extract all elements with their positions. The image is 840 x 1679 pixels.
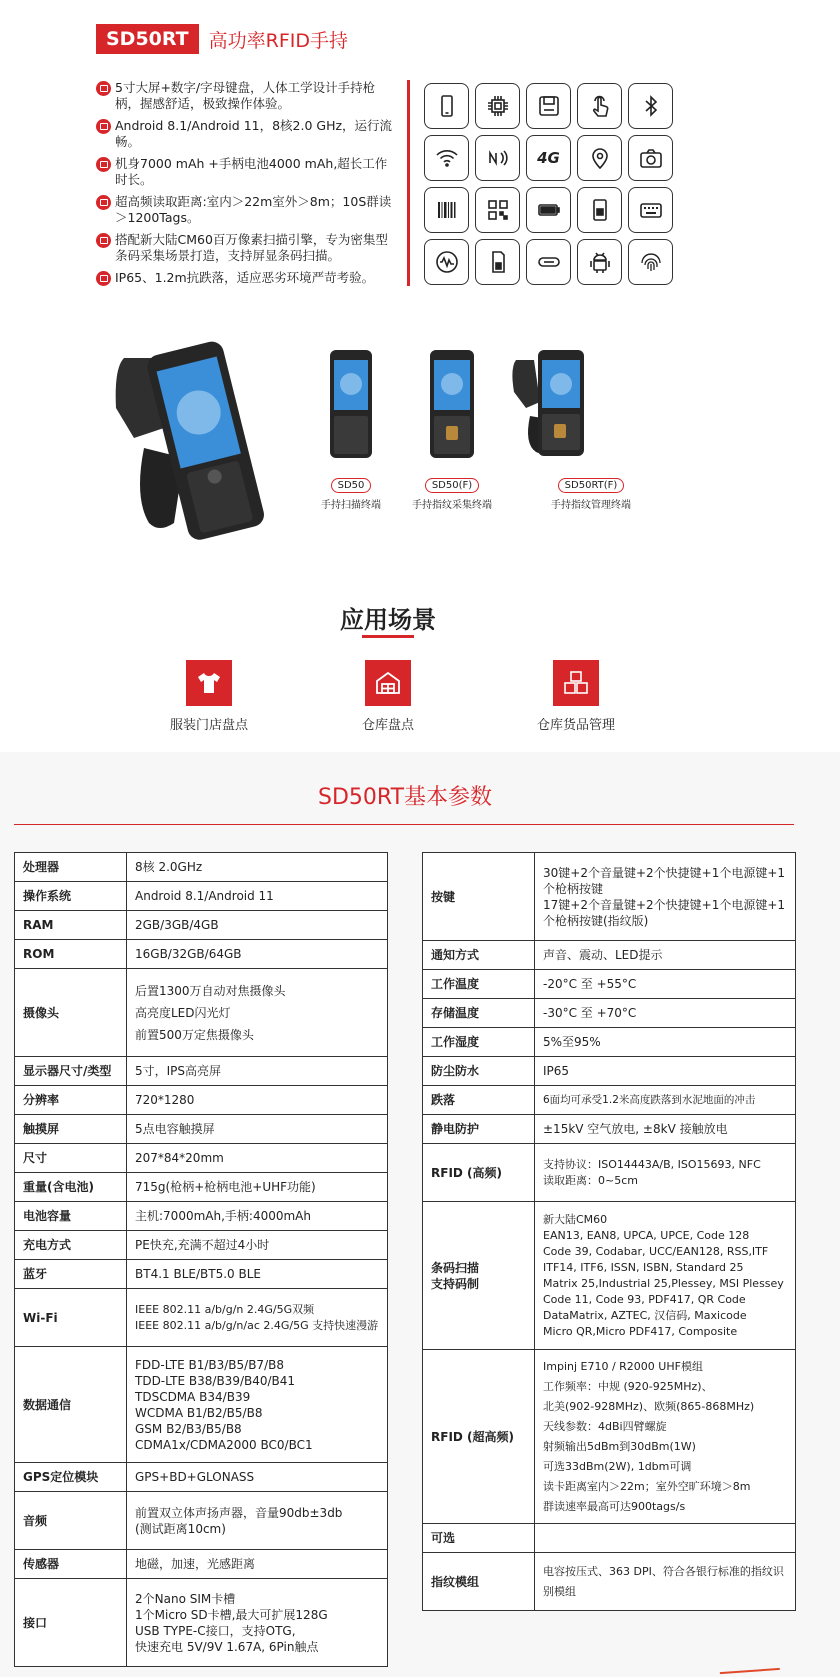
keyboard-icon bbox=[628, 187, 673, 233]
sd50-device-image bbox=[328, 348, 374, 460]
edit-icon bbox=[96, 119, 111, 134]
application-item bbox=[139, 660, 279, 733]
wifi-icon bbox=[424, 135, 469, 181]
feature-list bbox=[96, 80, 396, 292]
table-row: 重量(含电池) 715g(枪柄+枪柄电池+UHF功能) bbox=[15, 1173, 388, 1202]
feature-item: Android 8.1/Android 11，8核2.0 GHz，运行流畅。 bbox=[96, 118, 396, 150]
feature-icon-grid bbox=[424, 83, 673, 285]
android-icon bbox=[577, 239, 622, 285]
application-label: 仓库盘点 bbox=[361, 718, 414, 733]
spec-title: SD50RT基本参数 bbox=[317, 785, 493, 810]
edit-icon bbox=[96, 157, 111, 172]
page-header bbox=[96, 24, 348, 54]
edit-icon bbox=[96, 271, 111, 286]
warehouse-icon bbox=[365, 660, 411, 706]
table-row: 可选 bbox=[423, 1524, 796, 1553]
table-row: 工作温度 -20°C 至 +55°C bbox=[423, 970, 796, 999]
divider-line bbox=[407, 80, 410, 286]
table-row: RAM 2GB/3GB/4GB bbox=[15, 911, 388, 940]
edit-icon bbox=[96, 81, 111, 96]
fingerprint-icon bbox=[628, 239, 673, 285]
barcode-icon bbox=[424, 187, 469, 233]
device-model-pill: SD50RT(F) bbox=[558, 478, 625, 493]
table-row: GPS定位模块 GPS+BD+GLONASS bbox=[15, 1463, 388, 1492]
device-model-pill: SD50(F) bbox=[425, 478, 479, 493]
application-item bbox=[506, 660, 646, 733]
sd50rt-device-image bbox=[104, 338, 274, 548]
table-row: ROM 16GB/32GB/64GB bbox=[15, 940, 388, 969]
usb-c-icon bbox=[526, 239, 571, 285]
bluetooth-icon bbox=[628, 83, 673, 129]
table-row: 数据通信 FDD-LTE B1/B3/B5/B7/B8 TDD-LTE B38/B39/B40/B41 TDSCDMA B34/B39 WCDMA B1/B2/B5/B8 GSM B2/B3/B5/B8 CDMA1x/CDMA2000 BC0/BC1 bbox=[15, 1347, 388, 1463]
application-label: 仓库货品管理 bbox=[536, 718, 615, 733]
application-label: 服装门店盘点 bbox=[169, 718, 248, 733]
edit-icon bbox=[96, 195, 111, 210]
camera-icon bbox=[628, 135, 673, 181]
sound-icon bbox=[424, 239, 469, 285]
feature-item: 5寸大屏+数字/字母键盘，人体工学设计手持枪柄，握感舒适，极致操作体验。 bbox=[96, 80, 396, 112]
table-row: 触摸屏 5点电容触摸屏 bbox=[15, 1115, 388, 1144]
table-row: 传感器 地磁，加速，光感距离 bbox=[15, 1550, 388, 1579]
feature-item: 超高频读取距离:室内＞22m室外＞8m；10S群读＞1200Tags。 bbox=[96, 194, 396, 226]
feature-item: 机身7000 mAh +手柄电池4000 mAh,超长工作时长。 bbox=[96, 156, 396, 188]
device-caption bbox=[296, 478, 406, 511]
device-model-pill: SD50 bbox=[331, 478, 372, 493]
touch-icon bbox=[577, 83, 622, 129]
table-row: 条码扫描 支持码制 新大陆CM60 EAN13, EAN8, UPCA, UPCE, Code 128 Code 39, Codabar, UCC/EAN128, RSS,ITF ITF14, ITF6, ISSN, ISBN, Standard 25 Matrix 25,Industrial 25,Plessey, MSI Plessey Code 11, Code 93, PDF417, QR Code DataMatrix, AZTEC, 汉信码, Maxicode Micro QR,Micro PDF417, Composite bbox=[423, 1202, 796, 1350]
feature-item: IP65、1.2m抗跌落，适应恶劣环境严苛考验。 bbox=[96, 270, 396, 286]
title-underline bbox=[362, 635, 414, 638]
table-row: 按键 30键+2个音量键+2个快捷键+1个电源键+1个枪柄按键 17键+2个音量键+2个快捷键+1个电源键+1个枪柄按键(指纹版) bbox=[423, 853, 796, 941]
tshirt-icon bbox=[186, 660, 232, 706]
table-row: 防尘防水 IP65 bbox=[423, 1057, 796, 1086]
table-row: 工作湿度 5%至95% bbox=[423, 1028, 796, 1057]
device-caption bbox=[536, 478, 646, 511]
table-row: 摄像头 后置1300万自动对焦摄像头 高亮度LED闪光灯 前置500万定焦摄像头 bbox=[15, 969, 388, 1057]
table-row: 静电防护 ±15kV 空气放电, ±8kV 接触放电 bbox=[423, 1115, 796, 1144]
model-badge: SD50RT bbox=[96, 24, 199, 54]
sd50rtf-device bbox=[508, 346, 598, 464]
edit-icon bbox=[96, 233, 111, 248]
device-description: 手持扫描终端 bbox=[321, 500, 381, 511]
sd50f-device-image bbox=[428, 348, 476, 460]
application-item bbox=[318, 660, 458, 733]
table-row: 操作系统 Android 8.1/Android 11 bbox=[15, 882, 388, 911]
spec-table-right bbox=[422, 852, 796, 1611]
device-description: 手持指纹采集终端 bbox=[412, 500, 492, 511]
spec-table-left bbox=[14, 852, 388, 1667]
sd50-device bbox=[328, 348, 374, 464]
boxes-icon bbox=[553, 660, 599, 706]
table-row: Wi-Fi IEEE 802.11 a/b/g/n 2.4G/5G双频 IEEE 802.11 a/b/g/n/ac 2.4G/5G 支持快速漫游 bbox=[15, 1289, 388, 1347]
table-row: 尺寸 207*84*20mm bbox=[15, 1144, 388, 1173]
table-row: 处理器 8核 2.0GHz bbox=[15, 853, 388, 882]
table-row: 接口 2个Nano SIM卡槽 1个Micro SD卡槽,最大可扩展128G USB TYPE-C接口，支持OTG, 快速充电 5V/9V 1.67A, 6Pin触点 bbox=[15, 1579, 388, 1667]
table-row: 音频 前置双立体声扬声器，音量90db±3db (测试距离10cm) bbox=[15, 1492, 388, 1550]
qrcode-icon bbox=[475, 187, 520, 233]
chip-icon bbox=[475, 83, 520, 129]
table-row: 分辨率 720*1280 bbox=[15, 1086, 388, 1115]
application-title: 应用场景 bbox=[340, 606, 436, 634]
gps-icon bbox=[577, 135, 622, 181]
sim-icon bbox=[577, 187, 622, 233]
device-caption bbox=[397, 478, 507, 511]
table-row: RFID (高频) 支持协议：ISO14443A/B, ISO15693, NFC 读取距离：0~5cm bbox=[423, 1144, 796, 1202]
table-row: 跌落 6面均可承受1.2米高度跌落到水泥地面的冲击 bbox=[423, 1086, 796, 1115]
table-row: 电池容量 主机:7000mAh,手柄:4000mAh bbox=[15, 1202, 388, 1231]
sd50rtf-device-image bbox=[508, 346, 598, 460]
table-row: 蓝牙 BT4.1 BLE/BT5.0 BLE bbox=[15, 1260, 388, 1289]
feature-item: 搭配新大陆CM60百万像素扫描引擎，专为密集型条码采集场景打造，支持屏显条码扫描。 bbox=[96, 232, 396, 264]
4g-icon: 4G bbox=[526, 135, 571, 181]
header-title: 高功率RFID手持 bbox=[208, 29, 349, 52]
table-row: 存储温度 -30°C 至 +70°C bbox=[423, 999, 796, 1028]
table-row: 通知方式 声音、震动、LED提示 bbox=[423, 941, 796, 970]
device-description: 手持指纹管理终端 bbox=[551, 500, 631, 511]
battery-icon bbox=[526, 187, 571, 233]
table-row: 充电方式 PE快充,充满不超过4小时 bbox=[15, 1231, 388, 1260]
table-row: 显示器尺寸/类型 5寸，IPS高亮屏 bbox=[15, 1057, 388, 1086]
sd50f-device bbox=[428, 348, 476, 464]
sd-card-icon bbox=[475, 239, 520, 285]
smartphone-icon bbox=[424, 83, 469, 129]
table-row: RFID (超高频) Impinj E710 / R2000 UHF模组 工作频率：中规 (920-925MHz)、 北美(902-928MHz)、欧频(865-868MHz) 天线参数：4dBi四臂螺旋 射频输出5dBm到30dBm(1W) 可选33dBm(2W), 1dbm可调 读卡距离室内＞22m；室外空旷环境＞8m 群读速率最高可达900tags/s bbox=[423, 1350, 796, 1524]
nfc-icon bbox=[475, 135, 520, 181]
table-row: 指纹模组 电容按压式、363 DPI、符合各银行标准的指纹识别模组 bbox=[423, 1553, 796, 1611]
spec-title-line bbox=[14, 824, 794, 825]
storage-icon bbox=[526, 83, 571, 129]
